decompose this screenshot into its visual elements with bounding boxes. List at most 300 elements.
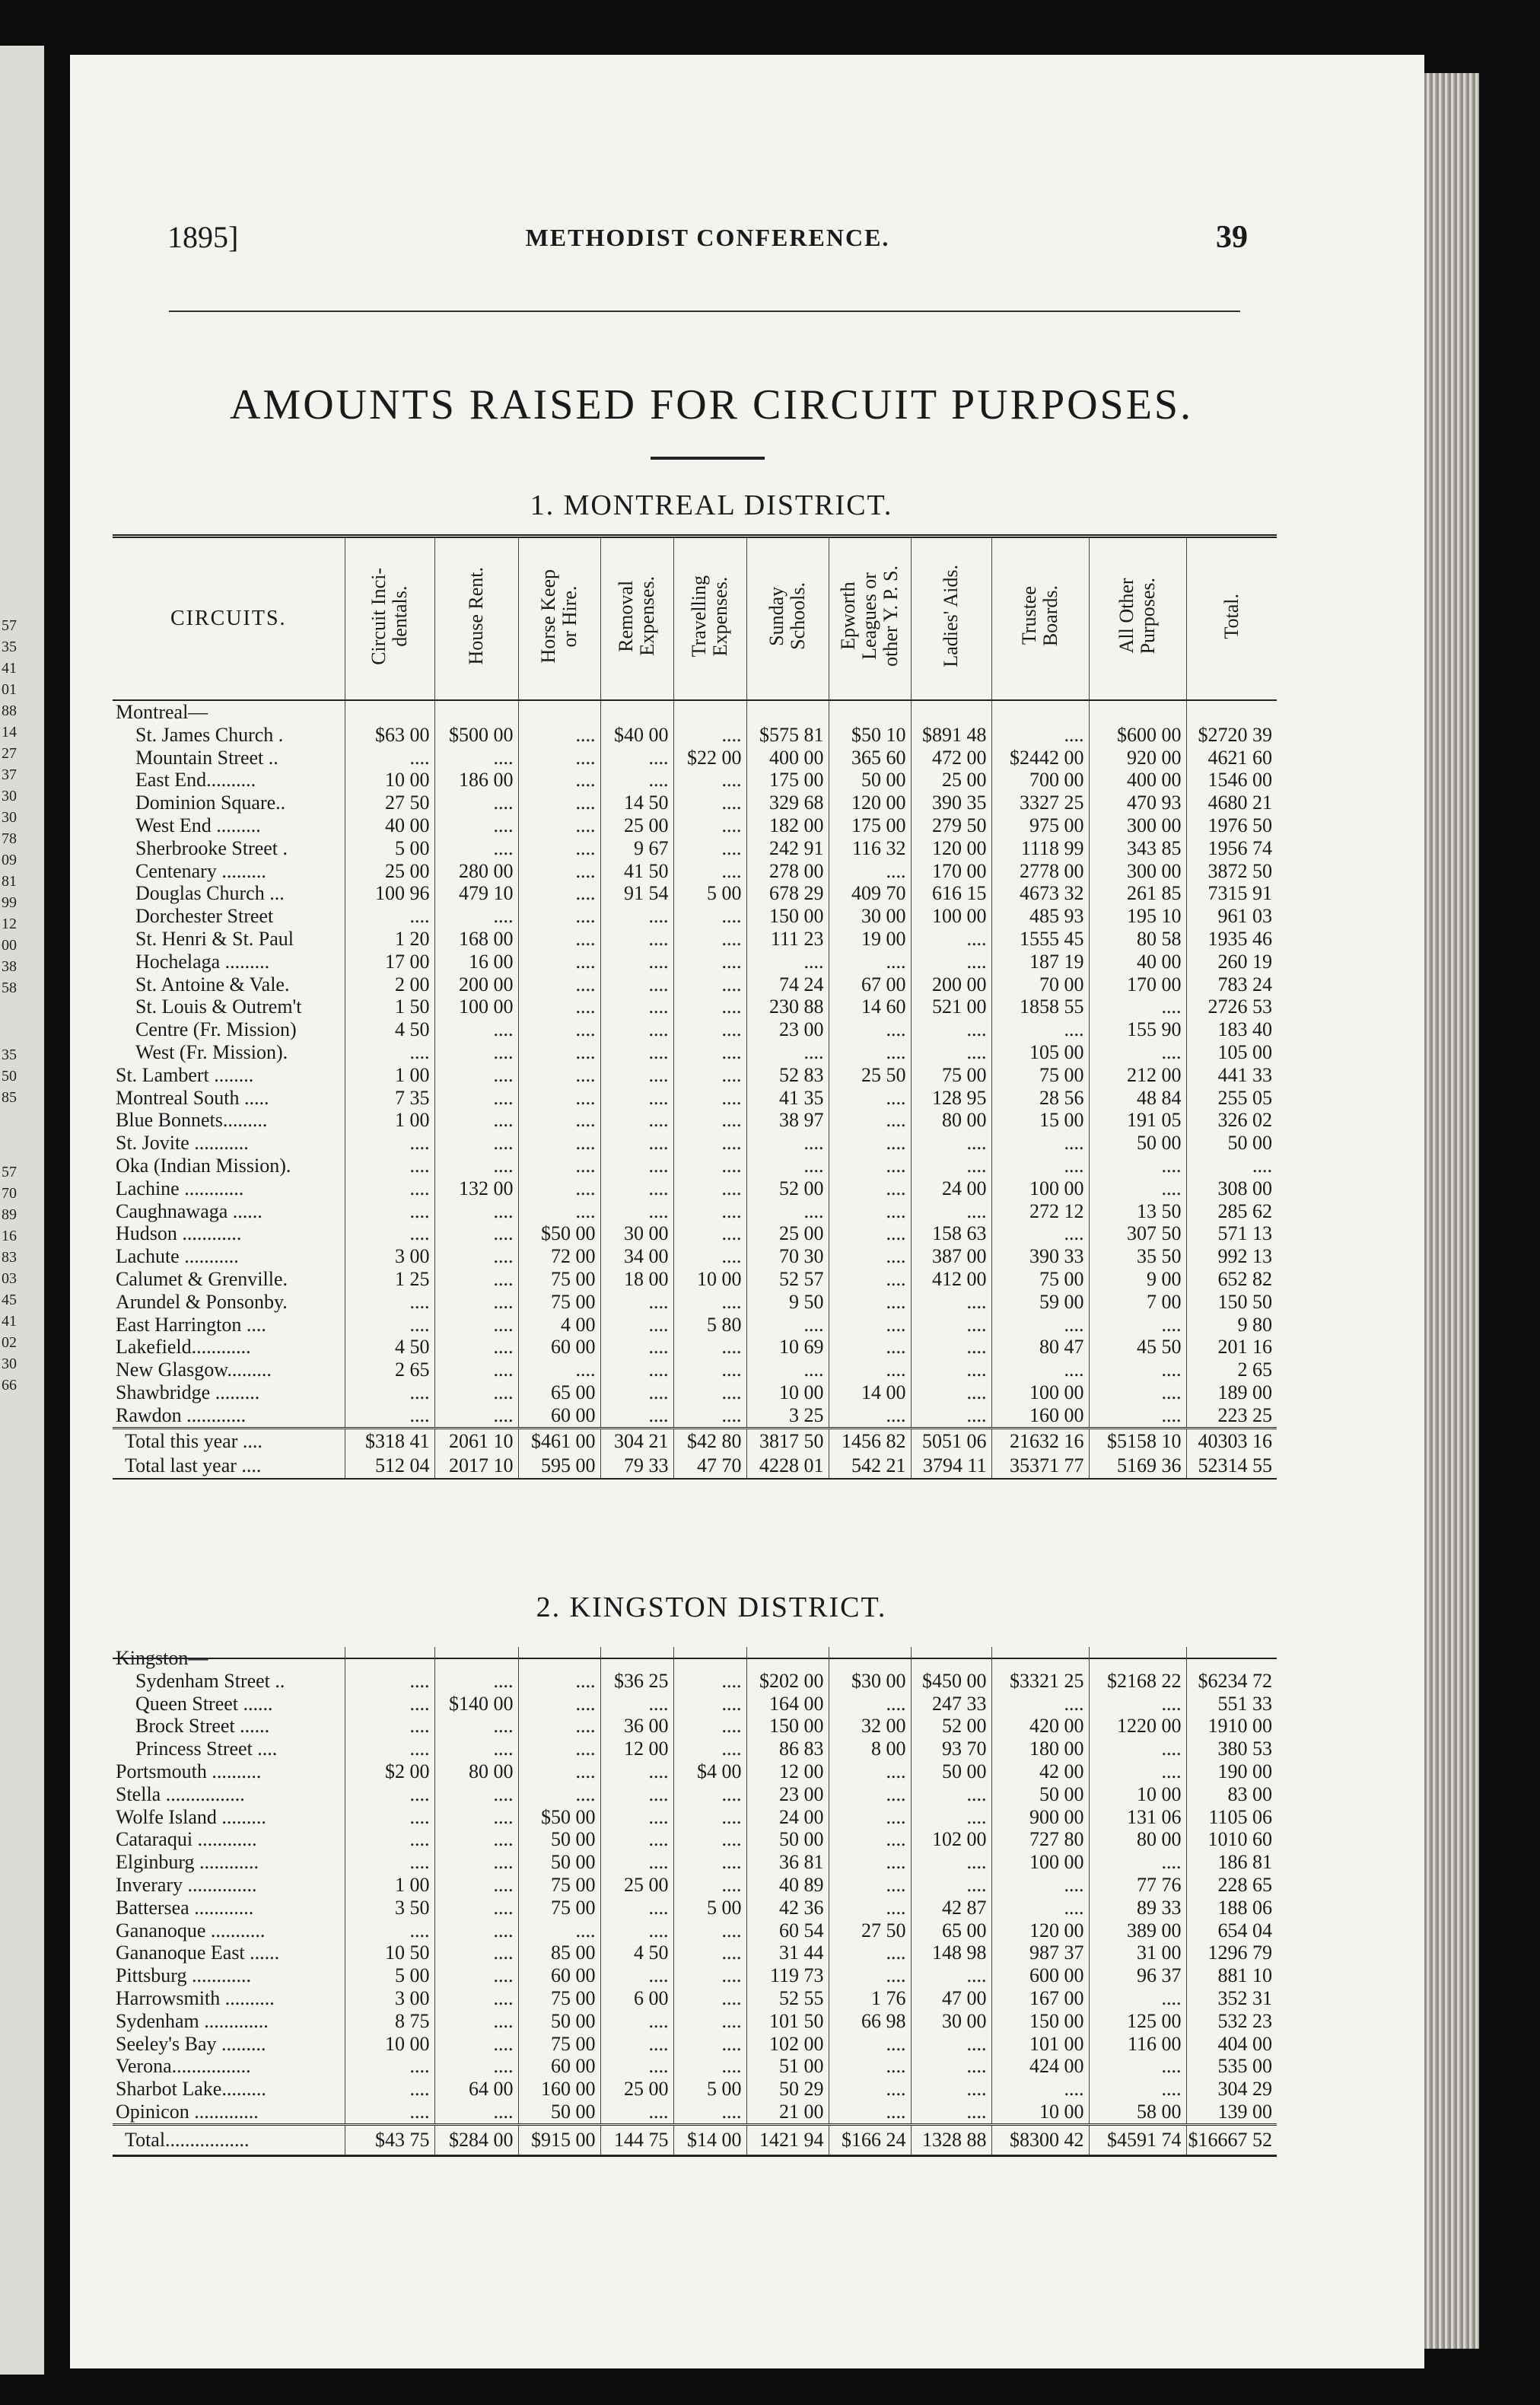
cell-value: 14 50 <box>624 792 669 814</box>
cell-value: 131 06 <box>1127 1805 1182 1828</box>
table-cell <box>829 1715 911 1738</box>
facing-page-number: 41 <box>2 660 17 677</box>
table-cell <box>600 792 673 814</box>
circuit-name: Harrowsmith .......... <box>116 1986 275 2009</box>
table-cell <box>1186 1760 1277 1783</box>
cell-value: .... <box>409 1738 430 1760</box>
cell-value: 150 50 <box>1217 1290 1272 1313</box>
cell-value: .... <box>575 973 596 995</box>
cell-value: 9 00 <box>1147 1267 1182 1290</box>
table-cell <box>673 1874 746 1897</box>
table-cell <box>1186 1177 1277 1200</box>
table-cell <box>518 995 600 1018</box>
table-row <box>113 1919 1277 1942</box>
table-cell <box>673 1760 746 1783</box>
table-cell <box>1089 1155 1186 1177</box>
table-cell <box>434 882 518 905</box>
table-cell <box>991 1828 1089 1851</box>
facing-page-number: 78 <box>2 830 17 847</box>
table-cell <box>434 860 518 883</box>
facing-page-number: 81 <box>2 873 17 890</box>
table-row <box>113 2055 1277 2078</box>
table-cell <box>345 1087 434 1110</box>
cell-value: 189 00 <box>1217 1381 1272 1403</box>
circuit-name: Shawbridge ......... <box>116 1381 260 1403</box>
cell-value: .... <box>721 1063 742 1086</box>
table-cell <box>434 928 518 951</box>
cell-value: 1328 88 <box>922 2128 987 2151</box>
cell-value: .... <box>493 1313 514 1336</box>
cell-value: 79 33 <box>624 1454 669 1476</box>
table-cell <box>991 973 1089 996</box>
cell-value: 18 00 <box>624 1267 669 1290</box>
table-cell <box>345 1783 434 1806</box>
cell-value: .... <box>721 1336 742 1359</box>
cell-value: 412 00 <box>932 1267 987 1290</box>
table-row <box>113 1381 1277 1404</box>
table-cell <box>746 1314 829 1336</box>
cell-value: .... <box>575 1715 596 1738</box>
cell-value: 10 00 <box>385 2032 430 2055</box>
table-cell <box>673 769 746 792</box>
table-cell <box>345 1314 434 1336</box>
table-cell <box>673 700 746 724</box>
table-cell <box>600 1245 673 1268</box>
table-cell <box>829 1155 911 1177</box>
table-cell <box>911 1987 991 2010</box>
table-cell <box>1186 1919 1277 1942</box>
cell-value: .... <box>886 1942 906 1964</box>
table-cell <box>600 814 673 837</box>
cell-value: 50 00 <box>551 1851 596 1874</box>
table-row <box>113 1874 1277 1897</box>
table-cell <box>345 1942 434 1964</box>
cell-value: 389 00 <box>1127 1919 1182 1942</box>
table-cell <box>600 973 673 996</box>
table-cell <box>829 2033 911 2056</box>
table-cell <box>673 1359 746 1381</box>
cell-value: .... <box>409 1782 430 1805</box>
cell-value: 186 00 <box>459 769 514 792</box>
cell-value: .... <box>886 1851 906 1874</box>
table-cell <box>991 1268 1089 1291</box>
table-cell <box>600 1806 673 1829</box>
table-cell <box>991 882 1089 905</box>
running-head-title: METHODIST CONFERENCE. <box>525 224 890 251</box>
table-cell <box>600 724 673 747</box>
cell-value: .... <box>803 1132 824 1155</box>
table-cell <box>600 1404 673 1428</box>
facing-page-number: 50 <box>2 1068 17 1085</box>
table-cell <box>911 973 991 996</box>
cell-value: 48 84 <box>1137 1086 1182 1109</box>
table-cell <box>1089 1919 1186 1942</box>
table-row <box>113 1806 1277 1829</box>
cell-value: 261 85 <box>1127 882 1182 905</box>
cell-value: 164 00 <box>769 1692 824 1715</box>
cell-value: 352 31 <box>1217 1986 1272 2009</box>
table-cell <box>911 1828 991 1851</box>
cell-value: .... <box>803 1199 824 1222</box>
table-cell <box>600 1987 673 2010</box>
cell-value: 180 00 <box>1029 1738 1084 1760</box>
cell-value: $22 00 <box>687 746 742 769</box>
table-cell <box>345 700 434 724</box>
table-cell <box>911 1268 991 1291</box>
cell-value: .... <box>721 792 742 814</box>
cell-value: 50 00 <box>861 769 906 792</box>
table-cell <box>434 769 518 792</box>
cell-value: .... <box>1161 1177 1182 1199</box>
cell-value: 60 00 <box>551 2055 596 2078</box>
circuit-name: St. Antoine & Vale. <box>135 973 290 995</box>
table-cell <box>746 1828 829 1851</box>
cell-value: 532 23 <box>1217 2009 1272 2032</box>
cell-value: .... <box>966 1805 987 1828</box>
cell-value: 148 98 <box>932 1942 987 1964</box>
table-cell <box>518 973 600 996</box>
table-row <box>113 1897 1277 1919</box>
table-row <box>113 1404 1277 1428</box>
table-cell <box>746 792 829 814</box>
cell-value: .... <box>493 1336 514 1359</box>
table-cell <box>673 1738 746 1760</box>
table-row <box>113 1693 1277 1715</box>
table-cell <box>746 1919 829 1942</box>
cell-value: 74 24 <box>779 973 824 995</box>
table-cell <box>345 1647 434 1670</box>
table-cell <box>434 995 518 1018</box>
cell-value: .... <box>721 1245 742 1268</box>
table-cell <box>829 1291 911 1314</box>
cell-value: 116 00 <box>1127 2032 1182 2055</box>
cell-value: 65 00 <box>551 1381 596 1403</box>
table-cell <box>1186 1018 1277 1041</box>
cell-value: 2 00 <box>395 973 430 995</box>
table-cell <box>746 1987 829 2010</box>
table-cell <box>829 814 911 837</box>
cell-value: 80 00 <box>469 1760 514 1782</box>
table-cell <box>673 1222 746 1245</box>
column-header-label: Epworth Leagues or other Y. P. S. <box>837 565 902 667</box>
cell-value: 1956 74 <box>1208 836 1272 859</box>
cell-value: .... <box>886 1760 906 1782</box>
cell-value: .... <box>966 1381 987 1403</box>
cell-value: 470 93 <box>1127 792 1182 814</box>
table-row <box>113 995 1277 1018</box>
table-cell <box>345 1806 434 1829</box>
table-cell <box>1186 837 1277 860</box>
cell-value: 472 00 <box>932 746 987 769</box>
table-row <box>113 2101 1277 2124</box>
facing-page-number: 88 <box>2 702 17 719</box>
total-cell <box>746 2124 829 2155</box>
table-cell <box>1089 2055 1186 2078</box>
cell-value: $450 00 <box>922 1669 987 1692</box>
cell-value: 183 40 <box>1217 1018 1272 1041</box>
table-cell <box>600 1222 673 1245</box>
table-cell <box>911 1336 991 1359</box>
table-cell <box>746 1715 829 1738</box>
table-cell <box>746 1738 829 1760</box>
cell-value: 2778 00 <box>1020 859 1084 882</box>
cell-value: .... <box>721 973 742 995</box>
cell-value: 441 33 <box>1217 1063 1272 1086</box>
cell-value: 5 00 <box>707 882 742 905</box>
table-cell <box>434 2033 518 2056</box>
table-cell <box>746 1381 829 1404</box>
cell-value: 67 00 <box>861 973 906 995</box>
table-cell <box>1186 1404 1277 1428</box>
cell-value: 150 00 <box>769 1715 824 1738</box>
cell-value: 50 00 <box>779 1828 824 1851</box>
cell-value: 120 00 <box>932 836 987 859</box>
table-cell <box>829 995 911 1018</box>
table-cell <box>1186 2101 1277 2124</box>
table-cell <box>345 1132 434 1155</box>
table-cell <box>600 951 673 973</box>
table-cell <box>1186 1693 1277 1715</box>
total-cell <box>600 1454 673 1479</box>
table-cell <box>1089 2101 1186 2124</box>
table-row <box>113 905 1277 928</box>
table-cell <box>991 1359 1089 1381</box>
table-row <box>113 1041 1277 1064</box>
table-cell <box>345 2101 434 2124</box>
table-cell <box>673 1806 746 1829</box>
table-cell <box>991 1647 1089 1670</box>
table-cell <box>911 747 991 769</box>
table-cell <box>1186 905 1277 928</box>
cell-value: .... <box>493 2055 514 2078</box>
circuit-name: Kingston— <box>116 1647 208 1669</box>
table-cell <box>600 1155 673 1177</box>
cell-value: .... <box>1161 1986 1182 2009</box>
cell-value: 25 00 <box>942 769 987 792</box>
cell-value: 5051 06 <box>922 1429 987 1452</box>
table-cell <box>829 1064 911 1087</box>
cell-value: 158 63 <box>932 1222 987 1245</box>
cell-value: .... <box>493 1919 514 1942</box>
table-cell <box>600 1041 673 1064</box>
title-rule <box>651 457 765 460</box>
cell-value: .... <box>648 1805 669 1828</box>
table-cell <box>746 747 829 769</box>
cell-value: .... <box>966 1782 987 1805</box>
cell-value: .... <box>886 1359 906 1381</box>
table-cell <box>1186 973 1277 996</box>
cell-value: .... <box>493 1359 514 1381</box>
table-row <box>113 973 1277 996</box>
cell-value: .... <box>721 1964 742 1987</box>
table-cell <box>746 1670 829 1693</box>
cell-value: $40 00 <box>614 723 669 746</box>
cell-value: .... <box>966 1964 987 1987</box>
cell-value: .... <box>721 995 742 1018</box>
circuit-name: Seeley's Bay ......... <box>116 2032 266 2055</box>
table-cell <box>1186 2055 1277 2078</box>
table-cell <box>991 1404 1089 1428</box>
cell-value: 571 13 <box>1217 1222 1272 1245</box>
table-cell <box>911 1919 991 1942</box>
cell-value: 387 00 <box>932 1245 987 1268</box>
cell-value: $318 41 <box>365 1429 430 1452</box>
cell-value: 100 00 <box>1029 1381 1084 1403</box>
cell-value: 485 93 <box>1029 905 1084 928</box>
table-cell <box>600 769 673 792</box>
table-cell <box>518 1828 600 1851</box>
table-cell <box>1186 1245 1277 1268</box>
total-cell <box>746 1454 829 1479</box>
cell-value: 247 33 <box>932 1692 987 1715</box>
cell-value: 102 00 <box>932 1828 987 1851</box>
table-cell <box>673 1268 746 1291</box>
table-cell <box>345 1245 434 1268</box>
cell-value: .... <box>886 1873 906 1896</box>
table-row <box>113 1222 1277 1245</box>
table-cell <box>600 1018 673 1041</box>
table-cell <box>911 1964 991 1987</box>
facing-page-number: 58 <box>2 980 17 996</box>
cell-value: .... <box>493 1805 514 1828</box>
table-cell <box>1089 1291 1186 1314</box>
table-cell <box>434 1314 518 1336</box>
table-cell <box>434 1738 518 1760</box>
table-cell <box>829 1404 911 1428</box>
cell-value: 551 33 <box>1217 1692 1272 1715</box>
cell-value: 60 00 <box>551 1336 596 1359</box>
table-row <box>113 837 1277 860</box>
cell-value: .... <box>409 1403 430 1426</box>
table-cell <box>829 1919 911 1942</box>
cell-value: .... <box>409 2055 430 2078</box>
table-row <box>113 1670 1277 1693</box>
cell-value: .... <box>966 950 987 973</box>
cell-value: .... <box>648 769 669 792</box>
table-cell <box>600 928 673 951</box>
table-cell <box>746 1200 829 1223</box>
table-cell <box>829 928 911 951</box>
total-cell <box>911 1428 991 1454</box>
table-cell <box>911 1064 991 1087</box>
table-cell <box>991 814 1089 837</box>
cell-value: 200 00 <box>932 973 987 995</box>
cell-value: .... <box>575 859 596 882</box>
table-cell <box>600 995 673 1018</box>
cell-value: 101 50 <box>769 2009 824 2032</box>
table-cell <box>518 1314 600 1336</box>
table-row <box>113 882 1277 905</box>
table-cell <box>1089 1964 1186 1987</box>
table-cell <box>600 1851 673 1874</box>
table-cell <box>991 1109 1089 1132</box>
table-cell <box>829 1087 911 1110</box>
table-cell <box>746 1851 829 1874</box>
cell-value: .... <box>886 1154 906 1177</box>
table-cell <box>1089 1874 1186 1897</box>
cell-value: 255 05 <box>1217 1086 1272 1109</box>
table-cell <box>518 1291 600 1314</box>
cell-value: 10 00 <box>385 769 430 792</box>
table-cell <box>600 1109 673 1132</box>
cell-value: .... <box>409 1177 430 1199</box>
table-cell <box>911 1177 991 1200</box>
table-cell <box>991 1715 1089 1738</box>
cell-value: .... <box>721 1873 742 1896</box>
cell-value: 96 37 <box>1137 1964 1182 1987</box>
cell-value: .... <box>648 1828 669 1851</box>
table-cell <box>345 1693 434 1715</box>
table-cell <box>829 905 911 928</box>
cell-value: .... <box>1064 1359 1084 1381</box>
table-cell <box>746 1041 829 1064</box>
cell-value: .... <box>1161 1738 1182 1760</box>
cell-value: $16667 52 <box>1188 2128 1272 2151</box>
table-cell <box>911 1715 991 1738</box>
cell-value: $36 25 <box>614 1669 669 1692</box>
table-cell <box>434 1760 518 1783</box>
cell-value: 75 00 <box>1039 1063 1084 1086</box>
cell-value: .... <box>493 1132 514 1155</box>
cell-value: 1296 79 <box>1208 1942 1272 1964</box>
table-cell <box>345 837 434 860</box>
cell-value: 42 87 <box>942 1896 987 1919</box>
circuit-name: Wolfe Island ......... <box>116 1805 266 1828</box>
total-cell <box>829 1454 911 1479</box>
table-cell <box>1186 1381 1277 1404</box>
cell-value: 101 00 <box>1029 2032 1084 2055</box>
column-header <box>1186 537 1277 701</box>
cell-value: 10 00 <box>1039 2100 1084 2123</box>
table-cell <box>991 928 1089 951</box>
cell-value: 420 00 <box>1029 1715 1084 1738</box>
cell-value: .... <box>648 905 669 928</box>
circuit-name: Stella ................ <box>116 1782 245 1805</box>
cell-value: .... <box>886 950 906 973</box>
column-header-label: Horse Keep or Hire. <box>537 569 581 664</box>
cell-value: 40 00 <box>385 814 430 836</box>
cell-value: 24 00 <box>942 1177 987 1199</box>
table-cell <box>911 1647 991 1670</box>
table-cell <box>345 1964 434 1987</box>
table-cell <box>991 1291 1089 1314</box>
table-cell <box>1089 1222 1186 1245</box>
column-header-label: Total. <box>1220 593 1242 639</box>
facing-page-number: 01 <box>2 681 17 698</box>
table-cell <box>911 928 991 951</box>
facing-page-number: 41 <box>2 1313 17 1330</box>
table-cell <box>518 1738 600 1760</box>
table-cell <box>746 1064 829 1087</box>
table-cell <box>991 2078 1089 2101</box>
table-cell <box>518 928 600 951</box>
table-cell <box>991 1245 1089 1268</box>
cell-value: 307 50 <box>1127 1222 1182 1245</box>
table-cell <box>434 1291 518 1314</box>
table-row <box>113 1760 1277 1783</box>
table-cell <box>1089 1314 1186 1336</box>
cell-value: .... <box>721 859 742 882</box>
table-cell <box>600 1200 673 1223</box>
table-cell <box>991 1851 1089 1874</box>
table-header-row <box>113 537 1277 701</box>
table-row <box>113 1359 1277 1381</box>
table-cell <box>746 1268 829 1291</box>
cell-value: 9 67 <box>634 836 669 859</box>
table-cell <box>518 1919 600 1942</box>
cell-value: 4673 32 <box>1020 882 1084 905</box>
table-cell <box>600 1693 673 1715</box>
